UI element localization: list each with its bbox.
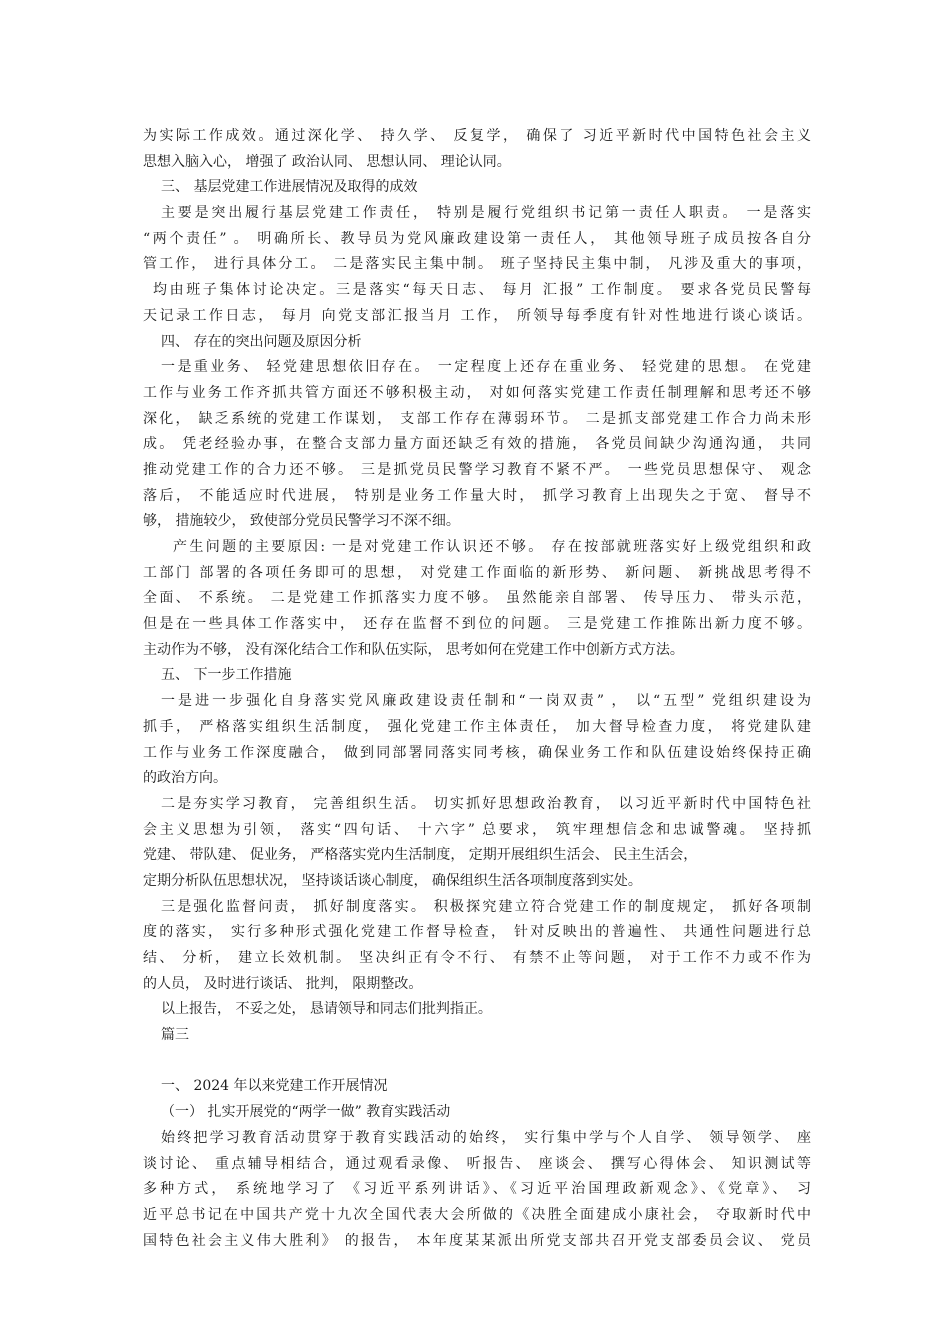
paragraph-line: 度的落实， 实行多种形式强化党建工作督导检查， 针对反映出的普遍性、 共通性问题进行总 [143, 924, 811, 941]
paragraph-line: 谈讨论、 重点辅导相结合，通过观看录像、 听报告、 座谈会、 撰写心得体会、 知识测试等 [143, 1155, 811, 1172]
paragraph-line: 主动作为不够， 没有深化结合工作和队伍实际， 思考如何在党建工作中创新方式方法。 [143, 641, 684, 658]
paragraph-line: 的政治方向。 [143, 770, 227, 787]
paragraph-line: 主要是突出履行基层党建工作责任， 特别是履行党组织书记第一责任人职责。 一是落实 [161, 205, 811, 222]
paragraph-line: 始终把学习教育活动贯穿于教育实践活动的始终， 实行集中学与个人自学、 领导领学、 座 [161, 1129, 811, 1146]
paragraph-line: 工作与业务工作齐抓共管方面还不够积极主动， 对如何落实党建工作责任制理解和思考还不够 [143, 384, 811, 401]
paragraph-line: 党建、 带队建、 促业务， 严格落实党内生活制度， 定期开展组织生活会、 民主生活会， [143, 847, 698, 864]
paragraph-line: 天记录工作日志， 每月 向党支部汇报当月 工作， 所领导每季度有针对性地进行谈心谈话。 [143, 307, 811, 324]
paragraph-line: 均由班子集体讨论决定。三是落实“每天日志、 每月 汇报” 工作制度。 要求各党员民警每 [153, 282, 811, 299]
paragraph-line: 三是强化监督问责， 抓好制度落实。 积极探究建立符合党建工作的制度规定， 抓好各项制 [161, 898, 811, 915]
paragraph-line: 工部门 部署的各项任务即可的思想， 对党建工作面临的新形势、 新问题、 新挑战思考得不 [143, 564, 811, 581]
document-body [143, 124, 811, 1254]
paragraph-line: 但是在一些具体工作落实中， 还存在监督不到位的问题。 三是党建工作推陈出新力度不够。 [143, 616, 811, 633]
paragraph-line: 一是进一步强化自身落实党风廉政建设责任制和“一岗双责” ， 以“五型” 党组织建设为 [161, 693, 811, 710]
paragraph-line: 二是夯实学习教育， 完善组织生活。 切实抓好思想政治教育， 以习近平新时代中国特色社 [161, 795, 811, 812]
paragraph-line: 产生问题的主要原因: 一是对党建工作认识还不够。 存在按部就班落实好上级党组织和政 [173, 539, 811, 555]
paragraph-line: 成。 凭老经验办事，在整合支部力量方面还缺乏有效的措施， 各党员间缺少沟通沟通， 共同 [143, 436, 811, 453]
paragraph-line: 为实际工作成效。通过深化学、 持久学、 反复学， 确保了 习近平新时代中国特色社会主义 [143, 128, 811, 144]
paragraph-line: 全面、 不系统。 二是党建工作抓落实力度不够。 虽然能亲自部署、 传导压力、 带头示范， [143, 590, 811, 607]
paragraph-line: 管工作， 进行具体分工。 二是落实民主集中制。 班子坚持民主集中制， 凡涉及重大的事项， [143, 256, 811, 273]
paragraph-line: 多种方式， 系统地学习了 《习近平系列讲话》、《习近平治国理政新观念》、《党章》、 习 [143, 1181, 811, 1198]
section-heading: 三、 基层党建工作进展情况及取得的成效 [161, 179, 418, 196]
paragraph-line: 定期分析队伍思想状况， 坚持谈话谈心制度， 确保组织生活各项制度落到实处。 [143, 872, 642, 889]
paragraph-line: 的人员， 及时进行谈话、 批判， 限期整改。 [143, 975, 423, 992]
paragraph-line: 推动党建工作的合力还不够。 三是抓党员民警学习教育不紧不严。 一些党员思想保守、 观念 [143, 461, 811, 478]
section-heading: 一、 2024 年以来党建工作开展情况 [161, 1078, 388, 1095]
closing-line: 以上报告， 不妥之处， 恳请领导和同志们批判指正。 [161, 1001, 492, 1018]
paragraph-line: 深化， 缺乏系统的党建工作谋划， 支部工作存在薄弱环节。 二是抓支部党建工作合力尚未形 [143, 410, 811, 427]
subsection-heading: （一） 扎实开展党的“两学一做” 教育实践活动 [161, 1104, 451, 1121]
chapter-label: 篇三 [161, 1027, 189, 1044]
paragraph-line: 落后， 不能适应时代进展， 特别是业务工作量大时， 抓学习教育上出现失之于宽、 督导不 [143, 487, 811, 504]
paragraph-line: 国特色社会主义伟大胜利》 的报告， 本年度某某派出所党支部共召开党支部委员会议、 党员 [143, 1232, 811, 1249]
paragraph-line: 近平总书记在中国共产党十九次全国代表大会所做的《决胜全面建成小康社会， 夺取新时代中 [143, 1206, 811, 1223]
paragraph-line: 思想入脑入心， 增强了 政治认同、 思想认同、 理论认同。 [143, 153, 511, 170]
paragraph-line: “两个责任” 。 明确所长、教导员为党风廉政建设第一责任人， 其他领导班子成员按各自分 [143, 230, 811, 247]
blank-line [143, 1049, 811, 1075]
section-heading: 五、 下一步工作措施 [161, 667, 292, 684]
section-heading: 四、 存在的突出问题及原因分析 [161, 333, 362, 350]
paragraph-line: 工作与业务工作深度融合， 做到同部署同落实同考核，确保业务工作和队伍建设始终保持正确 [143, 744, 811, 761]
paragraph-line: 够， 措施较少， 致使部分党员民警学习不深不细。 [143, 513, 460, 530]
paragraph-line: 会主义思想为引领， 落实“四句话、 十六字” 总要求， 筑牢理想信念和忠诚警魂。 坚持抓 [143, 821, 811, 838]
paragraph-line: 结、 分析， 建立长效机制。 坚决纠正有令不行、 有禁不止等问题， 对于工作不力或不作为 [143, 950, 811, 966]
paragraph-line: 抓手， 严格落实组织生活制度， 强化党建工作主体责任， 加大督导检查力度， 将党建队建 [143, 718, 811, 735]
paragraph-line: 一是重业务、 轻党建思想依旧存在。 一定程度上还存在重业务、 轻党建的思想。 在党建 [161, 359, 811, 376]
